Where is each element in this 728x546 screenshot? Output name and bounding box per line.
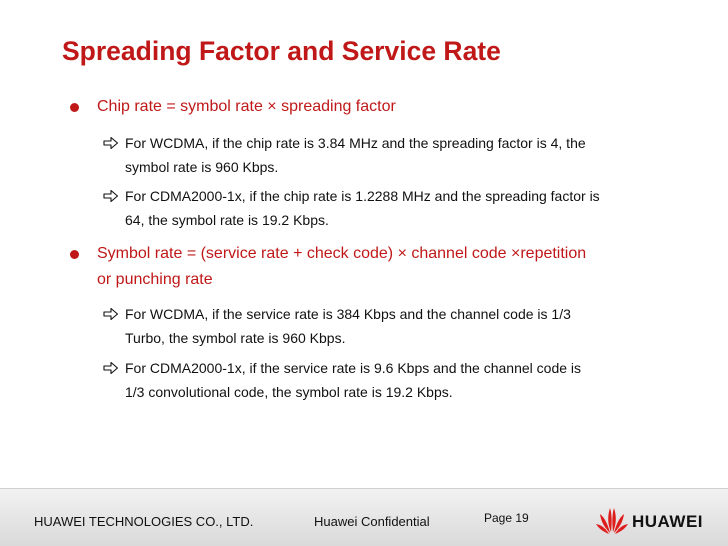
hollow-arrow-icon <box>103 131 119 155</box>
sub-bullet-line: For CDMA2000-1x, if the chip rate is 1.2288 MHz and the spreading factor is <box>125 188 600 204</box>
sub-bullet-line: symbol rate is 960 Kbps. <box>125 159 279 175</box>
hollow-arrow-icon <box>103 356 119 380</box>
huawei-petal-logo-icon <box>596 505 628 535</box>
sub-bullet-line: 1/3 convolutional code, the symbol rate is 19.2 Kbps. <box>125 384 453 400</box>
bullet-line: Chip rate = symbol rate × spreading factor <box>97 98 396 115</box>
bullet-text <box>97 241 672 293</box>
sub-bullet-line: For WCDMA, if the chip rate is 3.84 MHz and the spreading factor is 4, the <box>125 135 586 151</box>
sub-bullet-text <box>125 302 685 350</box>
sub-bullet-text <box>125 356 685 404</box>
sub-bullet-line: 64, the symbol rate is 19.2 Kbps. <box>125 212 329 228</box>
slide-footer <box>0 488 728 546</box>
round-bullet-icon <box>70 103 79 112</box>
round-bullet-icon <box>70 250 79 259</box>
bullet-line: Symbol rate = (service rate + check code) × channel code ×repetition <box>97 245 587 262</box>
bullet-text <box>97 94 672 120</box>
footer-company: HUAWEI TECHNOLOGIES CO., LTD. <box>34 514 254 529</box>
sub-bullet-text <box>125 131 685 179</box>
sub-bullet-line: For WCDMA, if the service rate is 384 Kbps and the channel code is 1/3 <box>125 306 571 322</box>
slide-title: Spreading Factor and Service Rate <box>62 36 501 66</box>
bullet-line: or punching rate <box>97 271 213 288</box>
huawei-logo <box>596 505 716 535</box>
hollow-arrow-icon <box>103 184 119 208</box>
hollow-arrow-icon <box>103 302 119 326</box>
footer-page-number: Page 19 <box>484 511 529 525</box>
footer-confidential: Huawei Confidential <box>314 514 430 529</box>
sub-bullet-text <box>125 184 685 232</box>
sub-bullet-line: Turbo, the symbol rate is 960 Kbps. <box>125 330 346 346</box>
sub-bullet-line: For CDMA2000-1x, if the service rate is 9.6 Kbps and the channel code is <box>125 360 582 376</box>
logo-wordmark: HUAWEI <box>632 512 703 531</box>
